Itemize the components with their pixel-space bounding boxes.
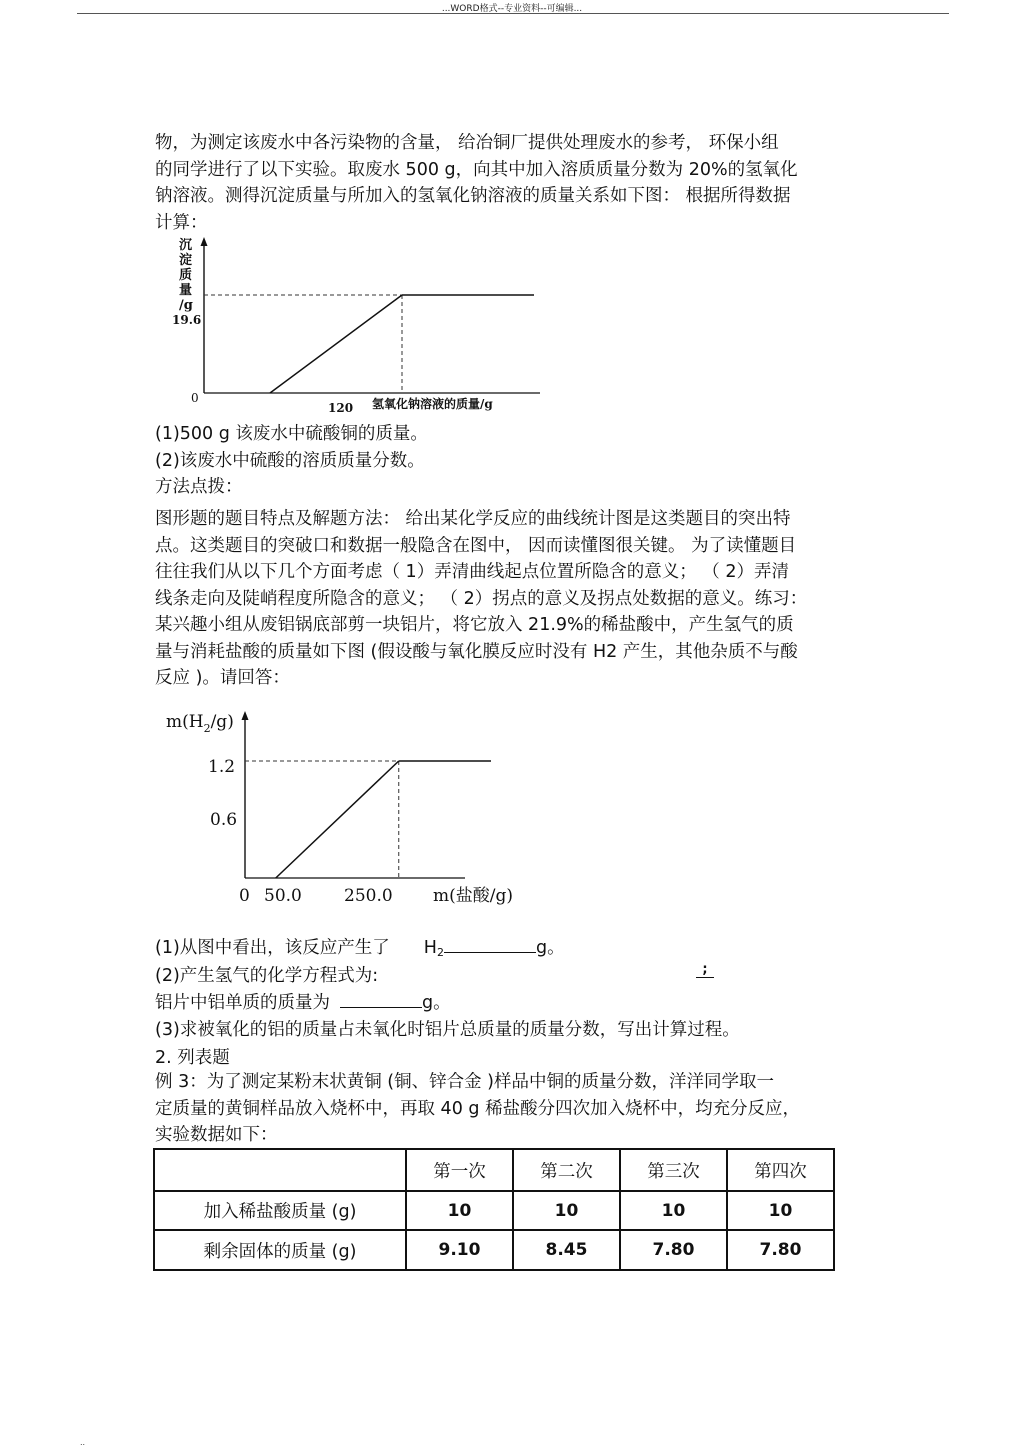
chart1-ytick-label: 19.6 [172, 313, 202, 327]
table-cell: 10 [406, 1191, 513, 1230]
intro-line: 物，为测定该废水中各污染物的含量， 给冶铜厂提供处理废水的参考， 环保小组 [155, 133, 779, 153]
chart2-origin-label: 0 [239, 886, 250, 906]
q2-unit: g。 [535, 938, 565, 958]
method-line: 反应 )。请回答： [155, 668, 290, 688]
intro-paragraph [155, 130, 870, 236]
footer-mark: .. [80, 1438, 86, 1447]
section-heading: 2. 列表题 [155, 1048, 230, 1068]
q2-line-3 [155, 989, 451, 1014]
table-cell: 9.10 [406, 1230, 513, 1270]
method-line: 某兴趣小组从废铝锅底部剪一块铝片，将它放入 21.9%的稀盐酸中，产生氢气的质 [155, 615, 794, 635]
h2-subscript: 2 [436, 946, 444, 959]
question-line: 方法点拨： [155, 477, 243, 497]
table-cell: 8.45 [513, 1230, 620, 1270]
q2-text: 铝片中铝单质的质量为 [155, 993, 330, 1013]
chart1-ylabel-char: 量 [179, 283, 193, 298]
example-line: 实验数据如下： [155, 1125, 278, 1145]
chart2-ytick-label: 1.2 [208, 757, 236, 777]
table-header-cell [154, 1149, 406, 1191]
q2-text: (3)求被氧化的铝的质量占未氧化时铝片总质量的质量分数，写出计算过程。 [155, 1020, 740, 1040]
answer-blank[interactable] [340, 1007, 422, 1008]
method-line: 往往我们从以下几个方面考虑（ 1）弄清曲线起点位置所隐含的意义； （ 2）弄清 [155, 562, 789, 582]
table-cell: 7.80 [620, 1230, 727, 1270]
table-row-label: 剩余固体的质量 (g) [154, 1230, 406, 1270]
chart1-y-arrow [201, 237, 208, 246]
table-row [154, 1230, 834, 1270]
table-cell: 10 [513, 1191, 620, 1230]
chart1-ylabel [179, 237, 193, 313]
header-divider [77, 13, 949, 14]
table-cell: 10 [727, 1191, 834, 1230]
method-line: 点。这类题目的突破口和数据一般隐含在图中， 因而读懂图很关键。 为了读懂题目 [155, 535, 797, 556]
method-line: 量与消耗盐酸的质量如下图 (假设酸与氧化膜反应时没有 H2 产生，其他杂质不与酸 [155, 641, 798, 662]
table-row-label: 加入稀盐酸质量 (g) [154, 1191, 406, 1230]
chart1-xlabel: 氢氧化钠溶液的质量/g [372, 397, 493, 411]
page-header-text: ...WORD格式--专业资料--可编辑... [441, 4, 583, 14]
chart2-xtick-label: 250.0 [344, 886, 393, 906]
chart1-ylabel-char: 质 [179, 268, 193, 283]
chart1-xtick-label: 120 [328, 401, 354, 415]
table-header-cell: 第二次 [513, 1149, 620, 1191]
method-paragraph [155, 506, 870, 692]
table-row [154, 1191, 834, 1230]
chart1-origin-label: 0 [191, 391, 199, 405]
h2-symbol: H [423, 938, 437, 958]
chart2-xlabel: m(盐酸/g) [433, 886, 513, 906]
equation-semicolon: ; [696, 962, 714, 978]
q2-unit: g。 [422, 993, 451, 1013]
table-header-cell: 第四次 [727, 1149, 834, 1191]
table-cell: 7.80 [727, 1230, 834, 1270]
q2-line-2 [155, 962, 378, 987]
equation-blank-end [696, 962, 714, 978]
intro-line: 钠溶液。测得沉淀质量与所加入的氢氧化钠溶液的质量关系如下图： 根据所得数据 [155, 186, 791, 206]
chart2-y-arrow [242, 711, 249, 720]
chart1-questions [155, 421, 870, 501]
intro-line: 计算： [155, 212, 208, 233]
chart1-ylabel-char: /g [179, 298, 193, 313]
chart1-ylabel-char: 沉 [179, 238, 193, 253]
question-line: (1)500 g 该废水中硫酸铜的质量。 [155, 424, 428, 444]
example-line: 定质量的黄铜样品放入烧杯中，再取 40 g 稀盐酸分四次加入烧杯中，均充分反应， [155, 1098, 801, 1119]
chart2-ylabel: $m(H_2/g)$ [166, 712, 234, 735]
experiment-data-table [153, 1148, 835, 1271]
precipitate-mass-chart [160, 236, 550, 418]
chart2-xtick-label: 50.0 [264, 886, 302, 906]
answer-blank[interactable] [444, 952, 536, 953]
intro-line: 的同学进行了以下实验。取废水 500 g，向其中加入溶质质量分数为 20%的氢氧化 [155, 159, 798, 180]
example-line: 例 3：为了测定某粉末状黄铜 (铜、锌合金 )样品中铜的质量分数，洋洋同学取一 [155, 1072, 774, 1092]
method-line: 图形题的题目特点及解题方法： 给出某化学反应的曲线统计图是这类题目的突出特 [155, 509, 791, 529]
chart2-series-segment [276, 761, 399, 878]
chart1-ylabel-char: 淀 [179, 253, 193, 268]
method-line: 线条走向及陡峭程度所隐含的意义； （ 2）拐点的意义及拐点处数据的意义。练习： [155, 588, 808, 609]
question-line: (2)该废水中硫酸的溶质质量分数。 [155, 450, 425, 471]
table-header-row [154, 1149, 834, 1191]
table-cell: 10 [620, 1191, 727, 1230]
q2-line-1 [155, 934, 565, 959]
chart2-ytick-label: 0.6 [210, 810, 238, 830]
hydrogen-mass-chart [160, 705, 540, 915]
example3-paragraph [155, 1069, 870, 1149]
q2-text: (1)从图中看出，该反应产生了 [155, 938, 390, 958]
q2-text: (2)产生氢气的化学方程式为: [155, 966, 379, 986]
table-header-cell: 第三次 [620, 1149, 727, 1191]
q2-line-4 [155, 1016, 740, 1041]
table-header-cell: 第一次 [406, 1149, 513, 1191]
chart1-series-segment [270, 295, 402, 393]
